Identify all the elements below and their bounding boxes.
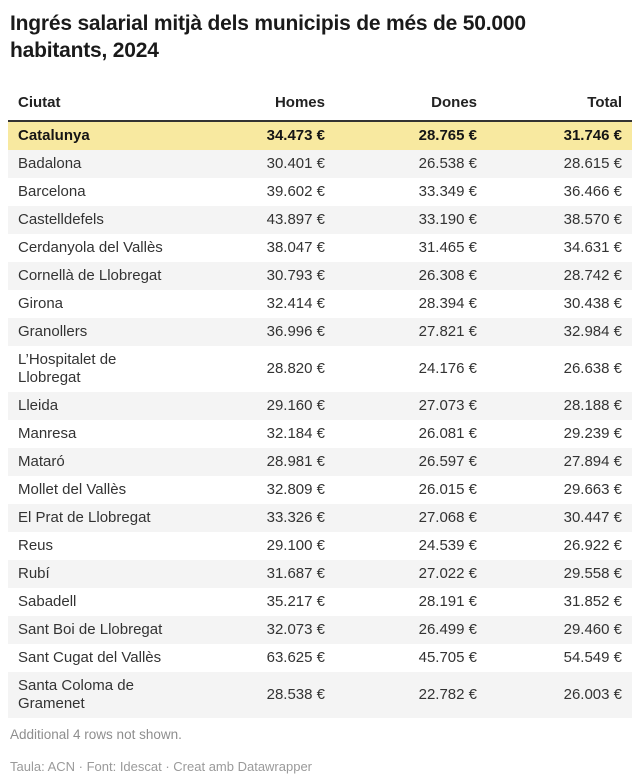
table-body [8, 121, 632, 718]
table-row [8, 290, 632, 318]
column-header-homes: Homes [183, 86, 335, 121]
total-value-cell: 38.570 € [487, 206, 632, 234]
city-cell: L’Hospitalet de Llobregat [18, 351, 117, 386]
city-cell: Cerdanyola del Vallès [18, 239, 163, 256]
table-row [8, 532, 632, 560]
homes-value-cell: 38.047 € [266, 239, 325, 256]
dones-value-cell: 28.191 € [418, 593, 477, 610]
homes-value-cell: 43.897 € [183, 206, 335, 234]
total-value-cell: 29.663 € [563, 481, 622, 498]
salary-table [8, 86, 632, 718]
dones-value-cell: 27.022 € [335, 560, 487, 588]
table-row [8, 504, 632, 532]
dones-value-cell: 31.465 € [418, 239, 477, 256]
dones-value-cell: 28.765 € [335, 121, 487, 150]
homes-value-cell: 32.184 € [266, 425, 325, 442]
city-cell: Sabadell [18, 593, 77, 610]
dones-value-cell: 27.821 € [335, 318, 487, 346]
additional-rows-note: Additional 4 rows not shown. [10, 727, 182, 742]
table-row [8, 476, 632, 504]
total-value-cell: 29.239 € [563, 425, 622, 442]
homes-value-cell: 39.602 € [266, 183, 325, 200]
total-value-cell: 28.615 € [487, 150, 632, 178]
homes-value-cell: 28.538 € [183, 672, 335, 718]
city-cell: Granollers [8, 318, 183, 346]
table-row [8, 644, 632, 672]
table-row [8, 420, 632, 448]
city-cell: Santa Coloma de Gramenet [8, 672, 183, 718]
total-value-cell: 30.447 € [487, 504, 632, 532]
city-cell: Manresa [18, 425, 77, 442]
city-cell: El Prat de Llobregat [8, 504, 183, 532]
table-row [8, 121, 632, 150]
column-header-total: Total [487, 86, 632, 121]
city-cell: Girona [18, 295, 64, 312]
homes-value-cell: 32.073 € [183, 616, 335, 644]
dones-value-cell: 22.782 € [335, 672, 487, 718]
total-value-cell: 31.746 € [487, 121, 632, 150]
total-value-cell: 27.894 € [487, 448, 632, 476]
homes-value-cell: 32.809 € [266, 481, 325, 498]
homes-value-cell: 35.217 € [266, 593, 325, 610]
total-value-cell: 31.852 € [563, 593, 622, 610]
dones-value-cell: 26.499 € [335, 616, 487, 644]
homes-value-cell: 33.326 € [183, 504, 335, 532]
dones-value-cell: 28.394 € [418, 295, 477, 312]
dones-value-cell: 27.073 € [335, 392, 487, 420]
dones-value-cell: 24.539 € [418, 537, 477, 554]
city-cell: Catalunya [8, 121, 183, 150]
homes-value-cell: 31.687 € [183, 560, 335, 588]
homes-value-cell: 34.473 € [183, 121, 335, 150]
city-cell: Castelldefels [8, 206, 183, 234]
homes-value-cell: 29.160 € [183, 392, 335, 420]
city-cell: Badalona [8, 150, 183, 178]
attribution-line: Taula: ACN · Font: Idescat · Creat amb Datawrapper [10, 759, 313, 774]
total-value-cell: 28.742 € [487, 262, 632, 290]
table-row [8, 392, 632, 420]
total-value-cell: 26.003 € [487, 672, 632, 718]
column-header-ciutat: Ciutat [8, 86, 183, 121]
table-header [8, 86, 632, 121]
dones-value-cell: 26.597 € [335, 448, 487, 476]
total-value-cell: 54.549 € [563, 649, 622, 666]
page-title: Ingrés salarial mitjà dels municipis de més de 50.000 habitants, 2024 [10, 12, 526, 62]
total-value-cell: 26.922 € [563, 537, 622, 554]
total-value-cell: 36.466 € [563, 183, 622, 200]
total-value-cell: 30.438 € [563, 295, 622, 312]
homes-value-cell: 63.625 € [266, 649, 325, 666]
dones-value-cell: 26.015 € [418, 481, 477, 498]
city-cell: Mataró [8, 448, 183, 476]
total-value-cell: 29.460 € [487, 616, 632, 644]
table-row [8, 150, 632, 178]
table-row [8, 206, 632, 234]
total-value-cell: 26.638 € [563, 360, 622, 377]
table-row [8, 234, 632, 262]
table-row [8, 616, 632, 644]
table-row [8, 262, 632, 290]
dones-value-cell: 27.068 € [335, 504, 487, 532]
dones-value-cell: 45.705 € [418, 649, 477, 666]
dones-value-cell: 33.190 € [335, 206, 487, 234]
table-row [8, 448, 632, 476]
table-row [8, 560, 632, 588]
homes-value-cell: 30.793 € [183, 262, 335, 290]
homes-value-cell: 29.100 € [266, 537, 325, 554]
city-cell: Barcelona [18, 183, 86, 200]
dones-value-cell: 33.349 € [418, 183, 477, 200]
total-value-cell: 29.558 € [487, 560, 632, 588]
table-row [8, 178, 632, 206]
dones-value-cell: 26.538 € [335, 150, 487, 178]
homes-value-cell: 28.981 € [183, 448, 335, 476]
dones-value-cell: 26.081 € [418, 425, 477, 442]
table-row [8, 588, 632, 616]
city-cell: Mollet del Vallès [18, 481, 127, 498]
column-header-dones: Dones [335, 86, 487, 121]
table-row [8, 318, 632, 346]
total-value-cell: 34.631 € [563, 239, 622, 256]
homes-value-cell: 28.820 € [266, 360, 325, 377]
table-row [8, 672, 632, 718]
city-cell: Reus [18, 537, 54, 554]
header-row [8, 86, 632, 121]
city-cell: Cornellà de Llobregat [8, 262, 183, 290]
homes-value-cell: 36.996 € [183, 318, 335, 346]
homes-value-cell: 32.414 € [266, 295, 325, 312]
city-cell: Sant Cugat del Vallès [18, 649, 162, 666]
dones-value-cell: 26.308 € [335, 262, 487, 290]
city-cell: Lleida [8, 392, 183, 420]
homes-value-cell: 30.401 € [183, 150, 335, 178]
table-row [8, 346, 632, 392]
total-value-cell: 32.984 € [487, 318, 632, 346]
city-cell: Sant Boi de Llobregat [8, 616, 183, 644]
total-value-cell: 28.188 € [487, 392, 632, 420]
city-cell: Rubí [8, 560, 183, 588]
dones-value-cell: 24.176 € [418, 360, 477, 377]
